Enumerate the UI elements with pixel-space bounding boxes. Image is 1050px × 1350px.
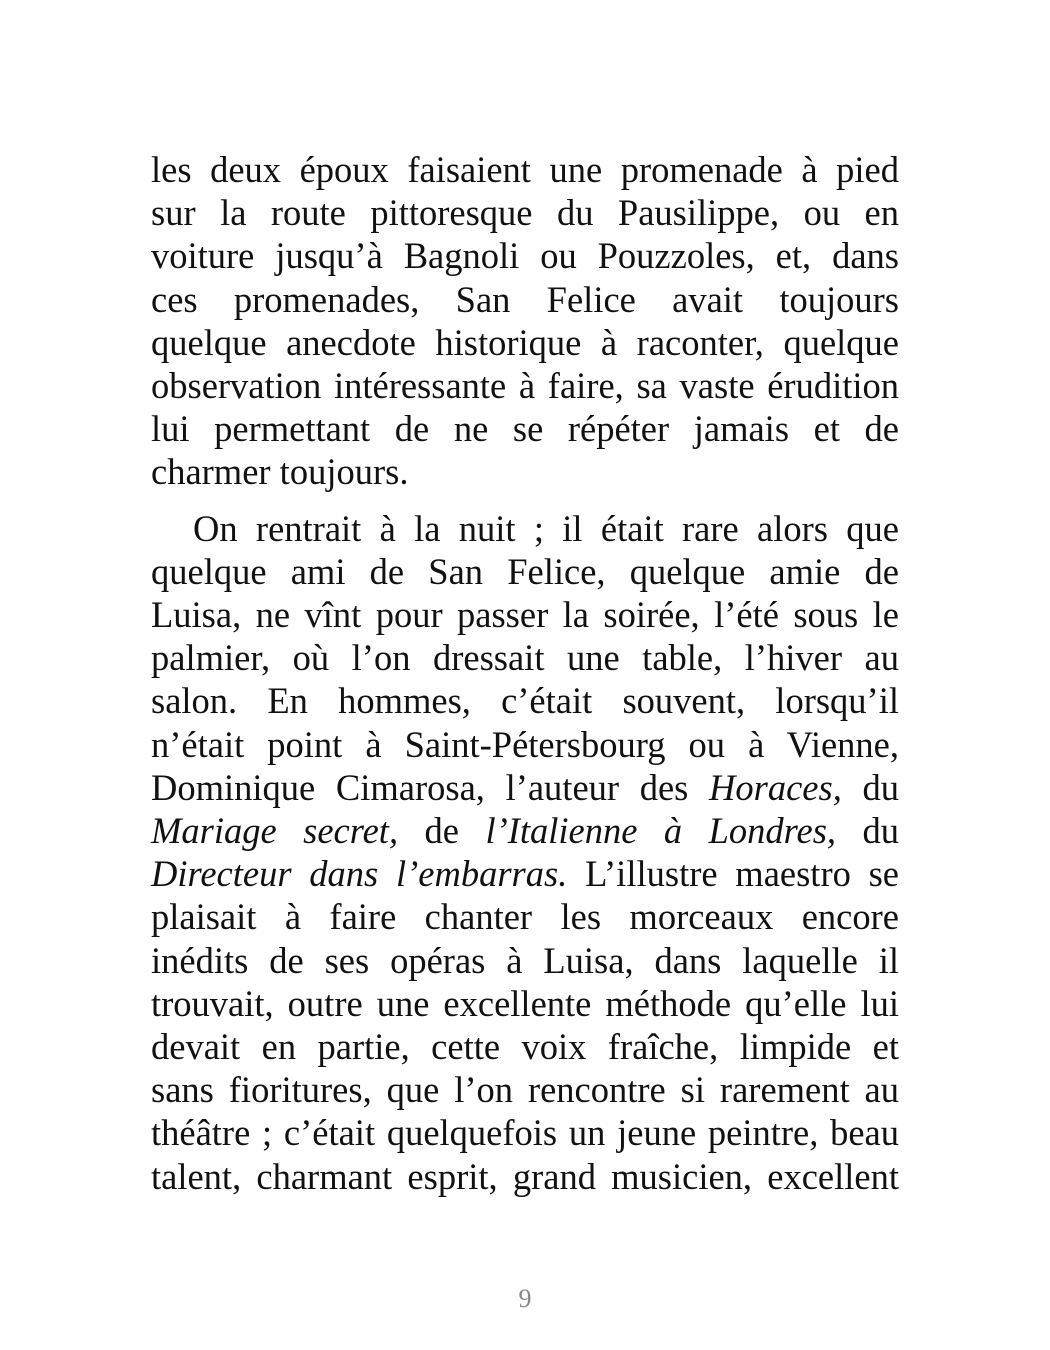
- paragraph-line: les deux époux faisaient une promenade à pied: [151, 149, 899, 190]
- paragraph-line: quelque ami de San Felice, quelque amie de: [151, 550, 899, 592]
- work-title-directeur: Directeur dans l’embarras.: [151, 853, 568, 895]
- paragraph-line: On rentrait à la nuit ; il était rare alors que: [193, 507, 899, 549]
- paragraph-line: inédits de ses opéras à Luisa, dans laquelle il: [151, 939, 899, 981]
- paragraph-line: charmer toujours.: [151, 451, 409, 493]
- work-title-horaces: Horaces,: [709, 766, 842, 808]
- paragraph-2: [151, 507, 899, 1198]
- paragraph-line: sans fioritures, que l’on rencontre si rarement au: [151, 1069, 899, 1111]
- paragraph-line: trouvait, outre une excellente méthode qu’elle lui: [151, 982, 899, 1024]
- paragraph-line: salon. En hommes, c’était souvent, lorsqu’il: [151, 680, 899, 722]
- paragraph-line: [151, 852, 899, 895]
- paragraph-line: sur la route pittoresque du Pausilippe, ou en: [151, 192, 899, 234]
- paragraph-line: n’était point à Saint-Pétersbourg ou à Vienne,: [151, 723, 899, 765]
- text-segment: L’illustre maestro se: [567, 853, 899, 895]
- paragraph-line: [151, 766, 899, 809]
- paragraph-line: talent, charmant esprit, grand musicien, excellent: [151, 1155, 899, 1197]
- page-number: 9: [518, 1284, 532, 1313]
- work-title-italienne-a-londres: l’Italienne à Londres,: [485, 810, 837, 852]
- paragraph-line: [151, 809, 899, 852]
- paragraph-line: ces promenades, San Felice avait toujours: [151, 278, 899, 320]
- paragraph-line: devait en partie, cette voix fraîche, limpide et: [151, 1026, 899, 1068]
- paragraph-1: [151, 148, 899, 494]
- work-title-mariage-secret: Mariage secret,: [151, 810, 399, 852]
- paragraph-line: palmier, où l’on dressait une table, l’hiver au: [151, 637, 899, 679]
- text-segment: du: [841, 766, 899, 808]
- paragraph-line: quelque anecdote historique à raconter, quelque: [151, 321, 899, 363]
- paragraph-line: lui permettant de ne se répéter jamais et de: [151, 408, 899, 450]
- text-segment: Dominique Cimarosa, l’auteur des: [151, 766, 710, 808]
- text-segment: du: [836, 810, 899, 852]
- text-segment: de: [398, 810, 486, 852]
- paragraph-line: voiture jusqu’à Bagnoli ou Pouzzoles, et, dans: [151, 235, 899, 277]
- page-body: [151, 148, 899, 1198]
- paragraph-line: plaisait à faire chanter les morceaux encore: [151, 896, 899, 938]
- paragraph-line: théâtre ; c’était quelquefois un jeune peintre, beau: [151, 1112, 899, 1154]
- paragraph-line: Luisa, ne vînt pour passer la soirée, l’été sous le: [151, 594, 899, 636]
- paragraph-line: observation intéressante à faire, sa vaste érudition: [151, 365, 899, 407]
